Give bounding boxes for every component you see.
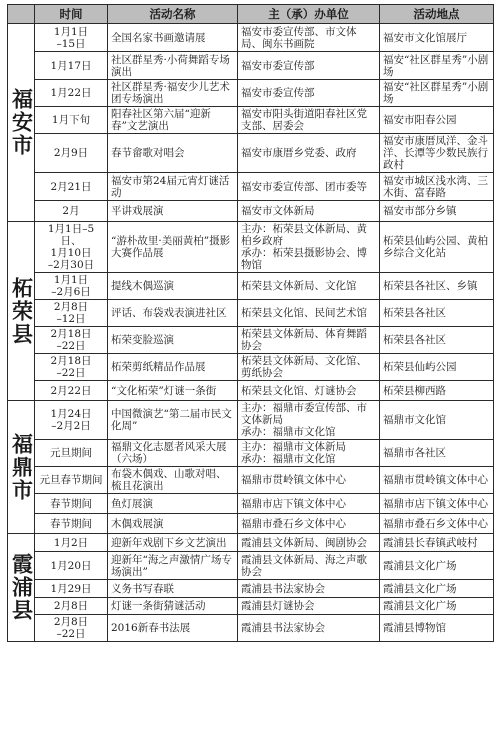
activity-name-line: 全国名家书画邀请展 <box>111 31 206 44</box>
activity-name-line: 迎新年戏剧下乡文艺演出 <box>111 536 227 549</box>
time-cell <box>35 580 108 598</box>
time-line: 1月17日 <box>50 59 92 72</box>
location-line: 柘荣县仙屿公园、黄柏乡综合文化站 <box>383 235 488 259</box>
time-cell <box>35 24 108 52</box>
organizer-line: 福安市康厝乡党委、政府 <box>241 147 357 159</box>
organizer-line: 霞浦县文体新局、海之声歌协会 <box>241 553 367 578</box>
organizer-cell <box>238 327 380 354</box>
table-row <box>8 534 494 552</box>
organizer-line: 主办：福鼎市文体新局 <box>241 441 346 453</box>
time-cell <box>35 52 108 80</box>
activity-name-line: 灯谜一条街猜谜活动 <box>111 600 206 612</box>
organizer-cell <box>238 134 380 173</box>
location-line: 福安市文化馆展厅 <box>383 31 467 44</box>
organizer-line: 福安市文体新局 <box>241 205 315 217</box>
table-row <box>8 80 494 107</box>
organizer-line: 柘荣县文化馆、民间艺术馆 <box>241 307 367 319</box>
organizer-line: 柘荣县文体新局、文化馆、剪纸协会 <box>241 355 367 379</box>
organizer-line: 承办：福鼎市文化馆 <box>241 453 336 465</box>
organizer-line: 霞浦县文体新局、闽剧协会 <box>241 536 367 549</box>
activity-name-line: 评话、布袋戏表演进社区 <box>111 307 227 319</box>
time-cell <box>35 598 108 615</box>
location-line: 福安市部分乡镇 <box>383 205 457 217</box>
organizer-cell <box>238 24 380 52</box>
location-cell <box>380 514 494 534</box>
table-body <box>8 24 494 642</box>
organizer-cell <box>238 580 380 598</box>
organizer-cell <box>238 52 380 80</box>
time-line: 春节期间 <box>50 517 92 530</box>
time-cell <box>35 552 108 580</box>
location-cell <box>380 401 494 440</box>
location-line: 福鼎市文化馆 <box>383 414 446 426</box>
time-line: 1月22日 <box>50 87 92 99</box>
table-row <box>8 24 494 52</box>
time-line: 1月1日 <box>53 25 89 38</box>
table-row <box>8 201 494 222</box>
location-cell <box>380 52 494 80</box>
location-line: 福鼎市店下镇文体中心 <box>383 497 488 510</box>
activity-name-cell <box>108 514 238 534</box>
location-cell <box>380 173 494 201</box>
organizer-line: 福安市委宣传部、市文体局、闽东书画院 <box>241 25 357 50</box>
location-line: 霞浦县长春镇武岐村 <box>383 536 478 549</box>
location-line: 福安市城区浅水湾、三木街、富春路 <box>383 174 488 199</box>
location-line: 福安“社区群星秀”小剧场 <box>383 53 489 78</box>
time-cell <box>35 173 108 201</box>
location-cell <box>380 273 494 300</box>
activity-name-cell <box>108 300 238 327</box>
table-row <box>8 440 494 467</box>
organizer-cell <box>238 440 380 467</box>
activity-name-line: 2016新春书法展 <box>111 622 191 634</box>
activity-name-cell <box>108 552 238 580</box>
time-line: 1月2日 <box>53 536 89 549</box>
table-row <box>8 401 494 440</box>
activity-name-cell <box>108 327 238 354</box>
table-header-row <box>8 5 494 24</box>
time-line: 1月29日 <box>50 582 92 595</box>
location-line: 福鼎市各社区 <box>383 447 446 459</box>
organizer-line: 柘荣县文化馆、灯谜协会 <box>241 384 357 397</box>
activity-name-line: 阳春社区第六届“迎新春”文艺演出 <box>111 108 211 132</box>
time-line: –2月30日 <box>47 259 95 271</box>
activity-name-line: 平讲戏展演 <box>111 205 164 217</box>
organizer-line: 福安市委宣传部 <box>241 59 315 72</box>
time-cell <box>35 440 108 467</box>
time-cell <box>35 534 108 552</box>
activity-name-line: 福安市第24届元宵灯谜活动 <box>111 174 230 199</box>
organizer-cell <box>238 494 380 514</box>
time-line: 元旦春节期间 <box>39 474 103 486</box>
time-line: –2月6日 <box>51 286 91 298</box>
time-cell <box>35 273 108 300</box>
header-organizer: 主（承）办单位 <box>238 5 380 24</box>
time-line: –12日 <box>56 313 86 325</box>
activity-name-line: 义务书写春联 <box>111 582 174 595</box>
table-row <box>8 300 494 327</box>
header-time: 时间 <box>35 5 108 24</box>
location-line: 福鼎市叠石乡文体中心 <box>383 517 488 530</box>
organizer-line: 承办：福鼎市文化馆 <box>241 426 336 438</box>
organizer-cell <box>238 534 380 552</box>
table-row <box>8 354 494 381</box>
activity-name-cell <box>108 467 238 494</box>
activity-name-cell <box>108 580 238 598</box>
location-line: 福安市阳春公园 <box>383 114 457 126</box>
organizer-cell <box>238 354 380 381</box>
table-row <box>8 273 494 300</box>
time-cell <box>35 401 108 440</box>
city-name: 柘荣县 <box>8 222 35 401</box>
header-location: 活动地点 <box>380 5 494 24</box>
organizer-cell <box>238 467 380 494</box>
organizer-line: 主办：福鼎市委宣传部、市文体新局 <box>241 402 367 426</box>
location-line: 霞浦县博物馆 <box>383 622 446 634</box>
location-cell <box>380 80 494 107</box>
organizer-cell <box>238 300 380 327</box>
location-cell <box>380 440 494 467</box>
time-cell <box>35 514 108 534</box>
table-row <box>8 552 494 580</box>
location-line: 霞浦县文化广场 <box>383 559 457 572</box>
organizer-line: 柘荣县文体新局、文化馆 <box>241 280 357 292</box>
location-cell <box>380 534 494 552</box>
activity-name-cell <box>108 615 238 642</box>
location-line: 柘荣县柳西路 <box>383 384 446 397</box>
organizer-line: 福鼎市叠石乡文体中心 <box>241 517 346 530</box>
activity-name-line: 春节畲歌对唱会 <box>111 147 185 159</box>
location-line: 福安“社区群星秀”小剧场 <box>383 81 489 105</box>
table-row <box>8 327 494 354</box>
organizer-line: 霞浦县书法家协会 <box>241 622 325 634</box>
activity-name-line: 鱼灯展演 <box>111 497 153 510</box>
time-cell <box>35 467 108 494</box>
activity-name-line: 木偶戏展演 <box>111 517 164 530</box>
events-table <box>7 4 494 642</box>
organizer-line: 柘荣县文体新局、体育舞蹈协会 <box>241 328 367 352</box>
time-line: –2月2日 <box>51 420 91 432</box>
time-cell <box>35 615 108 642</box>
organizer-line: 福鼎市贯岭镇文体中心 <box>241 474 346 486</box>
header-activity-name: 活动名称 <box>108 5 238 24</box>
table-row <box>8 467 494 494</box>
location-cell <box>380 615 494 642</box>
organizer-cell <box>238 381 380 401</box>
activity-name-line: “文化柘荣”灯谜一条街 <box>111 384 217 397</box>
time-line: 春节期间 <box>50 497 92 510</box>
time-line: –22日 <box>56 628 86 640</box>
activity-name-cell <box>108 354 238 381</box>
time-cell <box>35 201 108 222</box>
table-row <box>8 514 494 534</box>
organizer-line: 承办：柘荣县摄影协会、博物馆 <box>241 247 367 271</box>
location-cell <box>380 24 494 52</box>
activity-name-cell <box>108 24 238 52</box>
location-line: 福安市康厝凤洋、金斗洋、长潭等少数民族行政村 <box>383 135 488 171</box>
city-name: 霞浦县 <box>8 534 35 642</box>
time-line: –15日 <box>56 37 86 50</box>
time-line: –22日 <box>56 340 86 352</box>
location-cell <box>380 222 494 273</box>
organizer-cell <box>238 401 380 440</box>
time-line: 2月22日 <box>50 384 92 397</box>
activity-name-cell <box>108 494 238 514</box>
organizer-cell <box>238 598 380 615</box>
activity-name-cell <box>108 134 238 173</box>
activity-name-line: 福鼎文化志愿者风采大展（六场） <box>111 441 227 465</box>
activity-name-line: 社区群星秀·小荷舞蹈专场演出 <box>111 53 230 78</box>
time-cell <box>35 354 108 381</box>
activity-name-line: 柘荣变脸巡演 <box>111 334 174 346</box>
table-row <box>8 494 494 514</box>
organizer-cell <box>238 107 380 134</box>
location-cell <box>380 580 494 598</box>
time-line: 1月10日 <box>50 247 92 259</box>
location-line: 柘荣县各社区 <box>383 334 446 346</box>
activity-name-cell <box>108 440 238 467</box>
organizer-cell <box>238 273 380 300</box>
location-cell <box>380 300 494 327</box>
activity-name-cell <box>108 381 238 401</box>
organizer-line: 福安市委宣传部、团市委等 <box>241 180 367 193</box>
time-cell <box>35 134 108 173</box>
header-blank <box>8 5 35 24</box>
time-line: 2月18日 <box>50 328 92 340</box>
location-cell <box>380 598 494 615</box>
activity-name-cell <box>108 80 238 107</box>
table-row <box>8 598 494 615</box>
activity-name-line: 提线木偶巡演 <box>111 280 174 292</box>
time-line: 元旦期间 <box>50 447 92 459</box>
time-cell <box>35 494 108 514</box>
table-row <box>8 52 494 80</box>
table-row <box>8 615 494 642</box>
time-line: 1月1日–5日、 <box>47 223 95 247</box>
activity-name-cell <box>108 401 238 440</box>
location-line: 福鼎市贯岭镇文体中心 <box>383 474 488 486</box>
location-cell <box>380 354 494 381</box>
activity-name-cell <box>108 222 238 273</box>
organizer-line: 福安市阳头街道阳春社区党支部、居委会 <box>241 108 367 132</box>
organizer-line: 霞浦县书法家协会 <box>241 582 325 595</box>
table-row <box>8 134 494 173</box>
time-cell <box>35 381 108 401</box>
activity-name-cell <box>108 273 238 300</box>
activity-name-line: 柘荣剪纸精品作品展 <box>111 361 206 373</box>
activity-name-cell <box>108 201 238 222</box>
organizer-cell <box>238 201 380 222</box>
time-line: 1月下旬 <box>51 114 91 126</box>
activity-name-line: “游朴故里·美丽黄柏”摄影大赛作品展 <box>111 235 231 259</box>
activity-name-line: 中国微演艺“第二届市民文化周” <box>111 408 232 432</box>
activity-name-cell <box>108 52 238 80</box>
organizer-cell <box>238 173 380 201</box>
activity-name-cell <box>108 534 238 552</box>
activity-name-cell <box>108 107 238 134</box>
time-line: 2月 <box>62 205 80 217</box>
location-cell <box>380 467 494 494</box>
table-row <box>8 107 494 134</box>
location-cell <box>380 327 494 354</box>
activity-name-cell <box>108 598 238 615</box>
time-line: 1月20日 <box>50 559 92 572</box>
table-row <box>8 222 494 273</box>
time-line: 2月8日 <box>53 616 89 628</box>
location-cell <box>380 552 494 580</box>
activity-name-line: 布袋木偶戏、山歌对唱、梳且花演出 <box>111 468 227 492</box>
time-cell <box>35 107 108 134</box>
organizer-line: 主办：柘荣县文体新局、黄柏乡政府 <box>241 223 367 247</box>
time-cell <box>35 300 108 327</box>
organizer-cell <box>238 80 380 107</box>
location-line: 柘荣县仙屿公园 <box>383 361 457 373</box>
city-name: 福鼎市 <box>8 401 35 534</box>
location-line: 柘荣县各社区 <box>383 307 446 319</box>
time-line: 2月18日 <box>50 355 92 367</box>
location-cell <box>380 201 494 222</box>
time-line: –22日 <box>56 367 86 379</box>
organizer-cell <box>238 552 380 580</box>
location-cell <box>380 494 494 514</box>
time-cell <box>35 80 108 107</box>
time-line: 2月8日 <box>53 600 89 612</box>
city-name: 福安市 <box>8 24 35 222</box>
activity-name-line: 迎新年“海之声激情广场专场演出” <box>111 553 232 578</box>
location-cell <box>380 107 494 134</box>
location-cell <box>380 134 494 173</box>
time-cell <box>35 222 108 273</box>
time-line: 1月1日 <box>53 274 89 286</box>
organizer-cell <box>238 222 380 273</box>
organizer-cell <box>238 615 380 642</box>
organizer-line: 霞浦县灯谜协会 <box>241 600 315 612</box>
time-line: 2月8日 <box>53 301 89 313</box>
organizer-line: 福鼎市店下镇文体中心 <box>241 497 346 510</box>
time-line: 2月9日 <box>53 147 89 159</box>
activity-name-cell <box>108 173 238 201</box>
organizer-line: 福安市委宣传部 <box>241 87 315 99</box>
activity-name-line: 社区群星秀·福安少儿艺术团专场演出 <box>111 81 230 105</box>
time-line: 2月21日 <box>50 180 92 193</box>
location-line: 柘荣县各社区、乡镇 <box>383 280 478 292</box>
time-line: 1月24日 <box>50 408 92 420</box>
location-line: 霞浦县文化广场 <box>383 582 457 595</box>
organizer-cell <box>238 514 380 534</box>
location-line: 霞浦县文化广场 <box>383 600 457 612</box>
time-cell <box>35 327 108 354</box>
location-cell <box>380 381 494 401</box>
table-row <box>8 381 494 401</box>
table-row <box>8 580 494 598</box>
table-row <box>8 173 494 201</box>
